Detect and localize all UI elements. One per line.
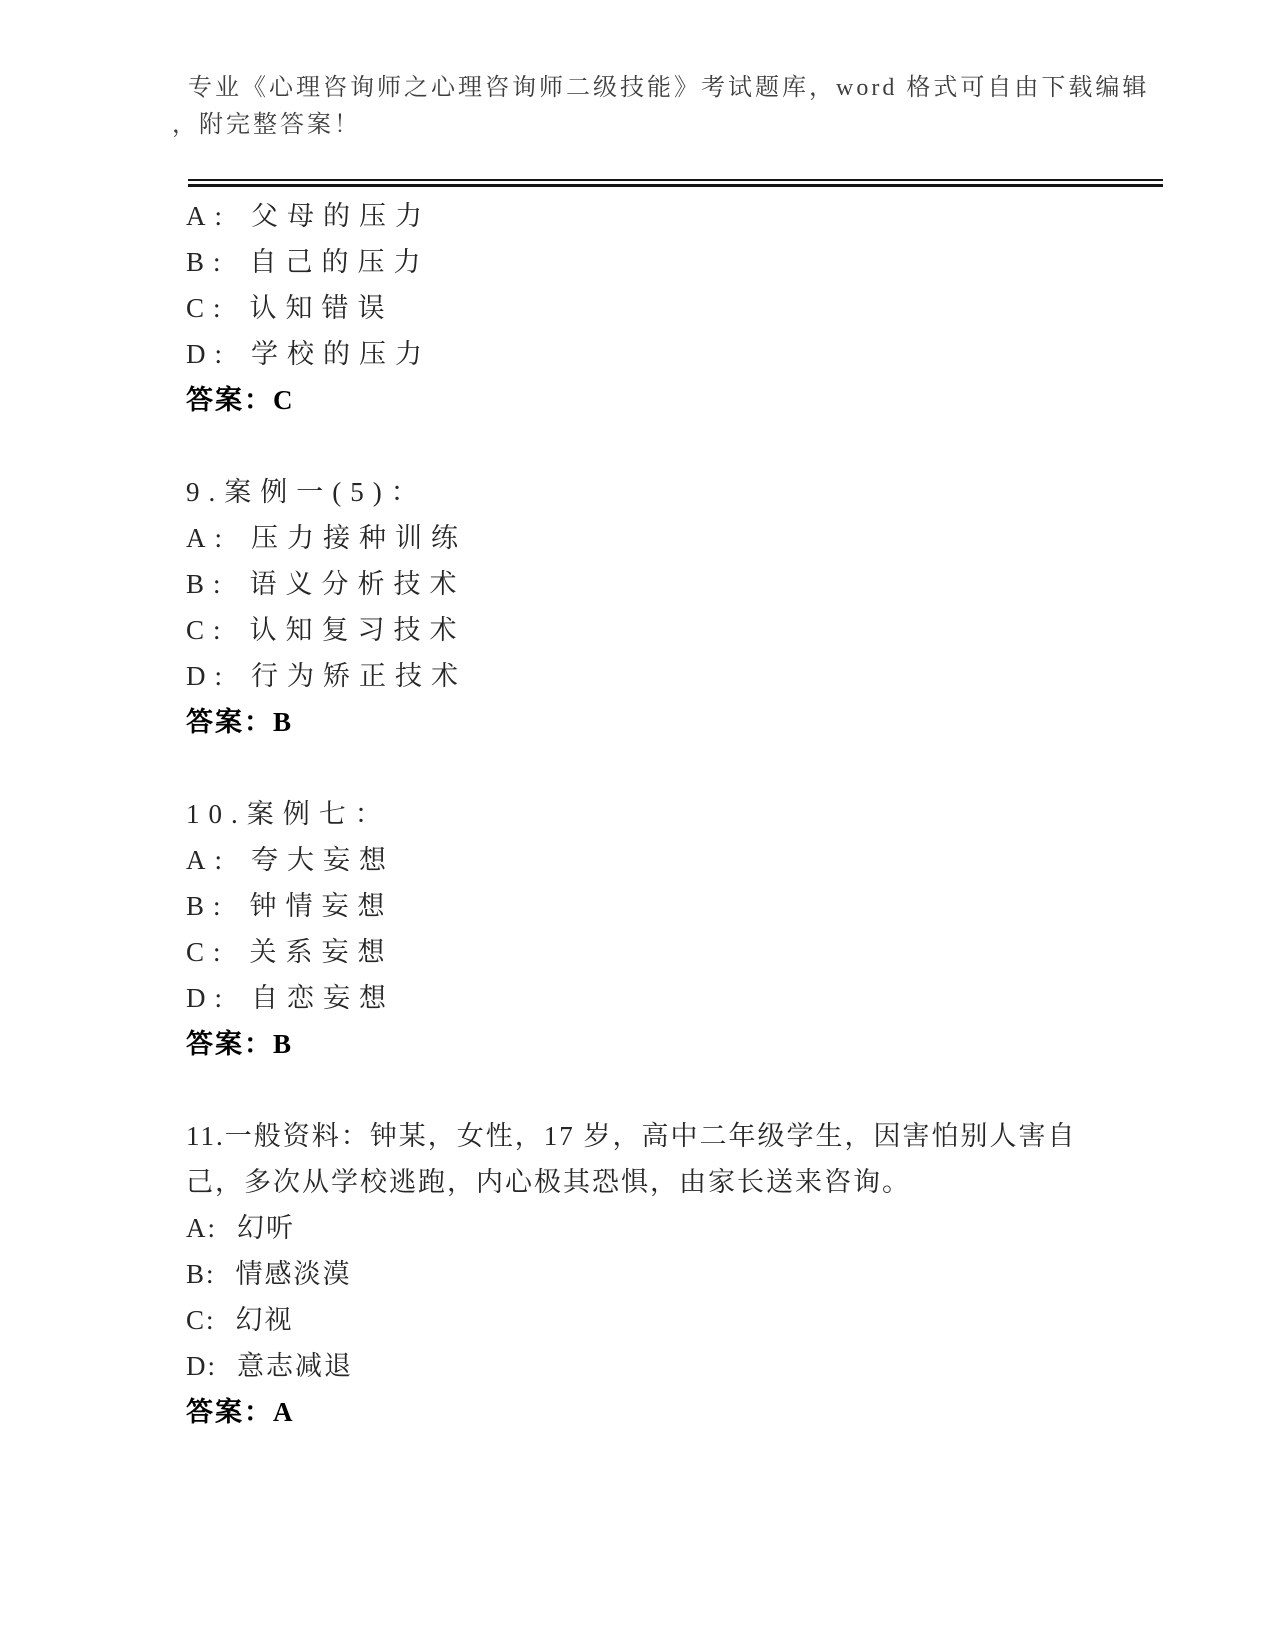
option-label: D:	[186, 1351, 217, 1381]
option-text: 意志减退	[237, 1351, 353, 1381]
option-text: 幻听	[237, 1213, 295, 1243]
option-label: D:	[186, 339, 231, 369]
option-text: 父母的压力	[251, 201, 431, 231]
question-block-8	[186, 193, 1186, 423]
header-text-line2: ，附完整答案！	[172, 112, 361, 138]
option-line	[186, 1343, 1186, 1389]
question-title	[186, 469, 1186, 515]
option-label: D:	[186, 983, 231, 1013]
option-text: 行为矫正技术	[251, 661, 467, 691]
option-label: A:	[186, 523, 231, 553]
option-text: 自恋妄想	[251, 983, 395, 1013]
option-text: 认知复习技术	[249, 615, 466, 645]
option-label: C:	[186, 293, 230, 323]
option-line	[186, 837, 1186, 883]
option-line	[186, 331, 1186, 377]
option-line	[186, 1297, 1186, 1343]
option-label: A:	[186, 845, 231, 875]
option-text: 认知错误	[249, 293, 394, 323]
option-line	[186, 883, 1186, 929]
option-text: 语义分析技术	[249, 569, 466, 599]
option-text: 夸大妄想	[251, 845, 395, 875]
option-text: 学校的压力	[251, 339, 431, 369]
option-text: 自己的压力	[249, 247, 430, 277]
option-line	[186, 929, 1186, 975]
option-text: 压力接种训练	[251, 523, 467, 553]
question-block-9	[186, 469, 1186, 745]
header-text-line1: 专业《心理咨询师之心理咨询师二级技能》考试题库，word 格式可自由下载编辑	[188, 75, 1150, 101]
question-title	[186, 1113, 1186, 1205]
option-text: 幻视	[235, 1305, 294, 1335]
option-label: A:	[186, 201, 231, 231]
option-label: B:	[186, 569, 230, 599]
doc-header	[172, 70, 1178, 144]
option-label: D:	[186, 661, 231, 691]
option-line	[186, 653, 1186, 699]
option-line	[186, 607, 1186, 653]
option-line	[186, 561, 1186, 607]
question-block-10	[186, 791, 1186, 1067]
header-divider-rule	[188, 179, 1163, 187]
doc-body	[186, 193, 1186, 1435]
answer-line: 答案：A	[186, 1397, 295, 1427]
answer-line: 答案：B	[186, 707, 294, 737]
option-line	[186, 515, 1186, 561]
option-line	[186, 975, 1186, 1021]
question-title-line: 10.案例七：	[186, 799, 391, 829]
option-line	[186, 285, 1186, 331]
question-title	[186, 791, 1186, 837]
option-label: C:	[186, 937, 230, 967]
option-label: C:	[186, 1305, 216, 1335]
question-title-line: 9.案例一(5)：	[186, 477, 427, 507]
option-label: B:	[186, 1259, 216, 1289]
option-label: A:	[186, 1213, 217, 1243]
option-label: B:	[186, 247, 230, 277]
option-text: 钟情妄想	[249, 891, 394, 921]
option-line	[186, 193, 1186, 239]
question-title-line: 11.一般资料：钟某，女性，17 岁，高中二年级学生，因害怕别人害自	[186, 1121, 1077, 1151]
option-text: 情感淡漠	[235, 1259, 352, 1289]
option-text: 关系妄想	[249, 937, 394, 967]
option-label: C:	[186, 615, 230, 645]
option-line	[186, 239, 1186, 285]
option-line	[186, 1251, 1186, 1297]
question-block-11	[186, 1113, 1186, 1435]
option-line	[186, 1205, 1186, 1251]
question-title-line: 己，多次从学校逃跑，内心极其恐惧，由家长送来咨询。	[186, 1167, 911, 1197]
answer-line: 答案：C	[186, 385, 295, 415]
option-label: B:	[186, 891, 230, 921]
answer-line: 答案：B	[186, 1029, 294, 1059]
